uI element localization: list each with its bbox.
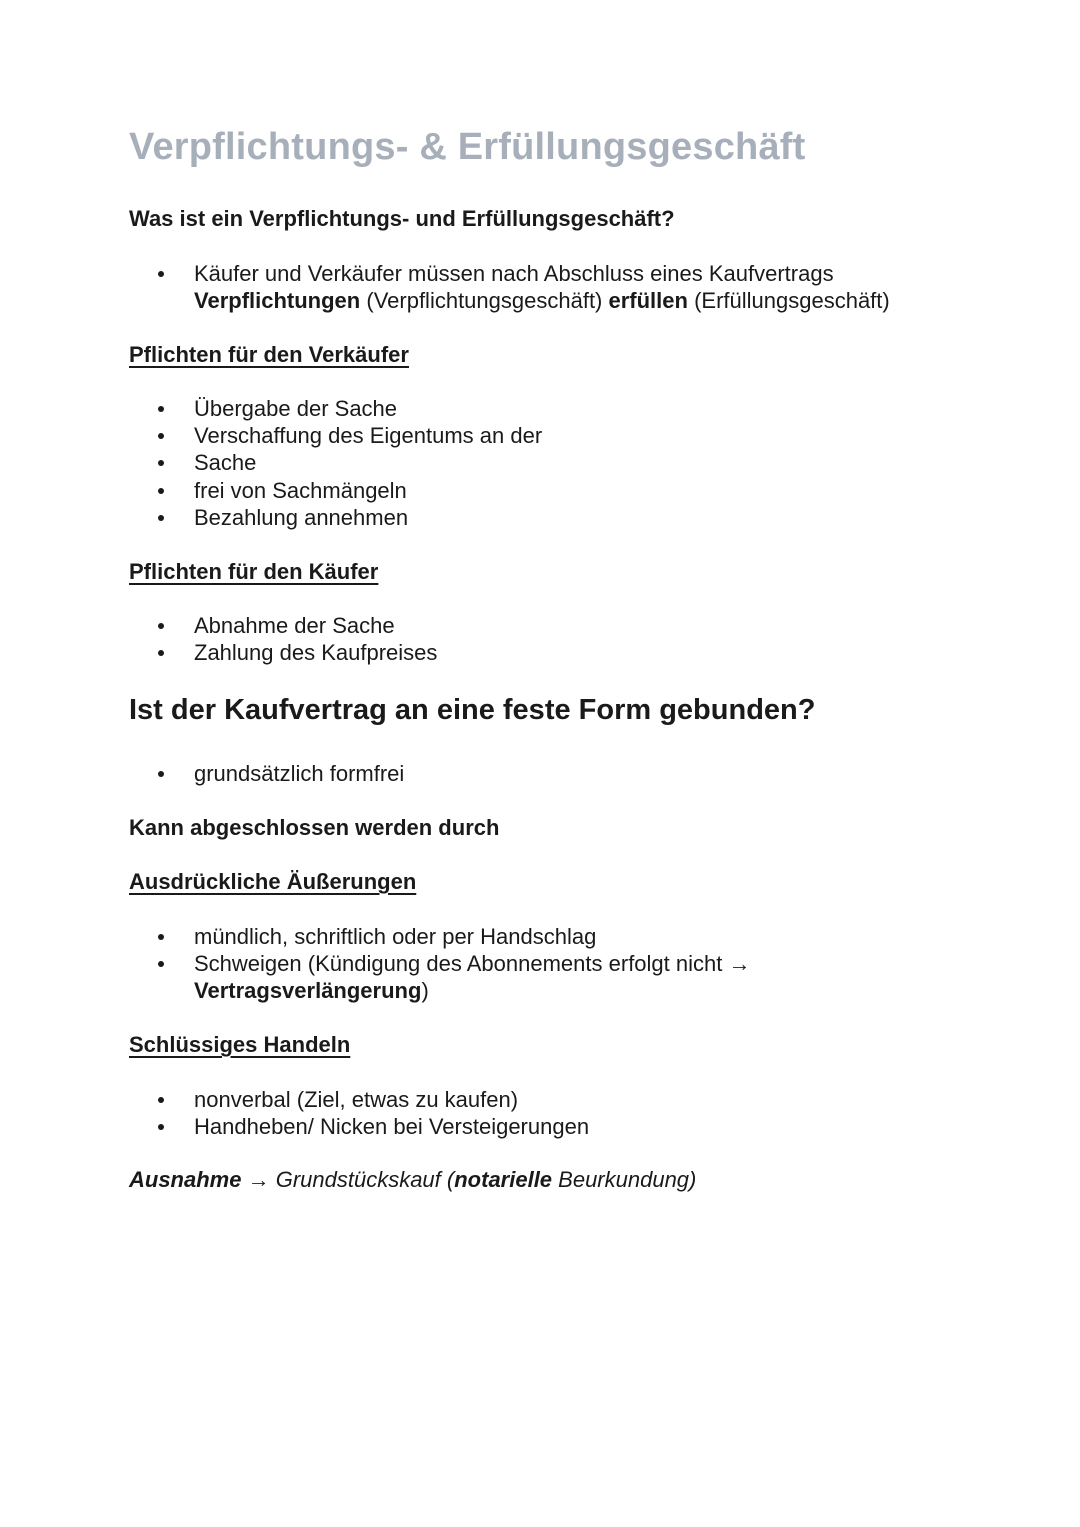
bullet-icon [158, 961, 164, 967]
bullet-icon [158, 433, 164, 439]
list-item-text: nonverbal (Ziel, etwas zu kaufen) [194, 1087, 519, 1112]
section-heading-form: Ist der Kaufvertrag an eine feste Form gebunden? [129, 694, 816, 726]
section-heading-definition: Was ist ein Verpflichtungs- und Erfüllungsgeschäft? [129, 206, 675, 231]
section-heading-implied: Schlüssiges Handeln [129, 1032, 351, 1057]
bold-term: notarielle [454, 1167, 553, 1192]
bullet-icon [158, 1124, 164, 1130]
list-item [194, 477, 542, 504]
bullet-icon [158, 488, 164, 494]
list-item [194, 639, 437, 666]
bullet-icon [158, 460, 164, 466]
section-heading-express: Ausdrückliche Äußerungen [129, 869, 417, 894]
list-item [194, 395, 542, 422]
bullet-icon [158, 623, 164, 629]
list-item-text: Verschaffung des Eigentums an der [194, 423, 543, 449]
list-item-text: frei von Sachmängeln [194, 477, 407, 503]
text-fragment: → Grundstückskauf ( [241, 1167, 455, 1192]
form-list [194, 760, 404, 787]
list-item-text: grundsätzlich formfrei [194, 761, 405, 786]
implied-list [194, 1086, 589, 1140]
list-item-text: Käufer und Verkäufer müssen nach Abschluss eines Kaufvertrags [194, 261, 834, 286]
list-item-text-continued [194, 287, 890, 314]
list-item-text: Handheben/ Nicken bei Versteigerungen [194, 1114, 590, 1140]
list-item-text-continued [194, 977, 750, 1004]
bullet-icon [158, 271, 164, 277]
list-item [194, 504, 542, 531]
page-title: Verpflichtungs- & Erfüllungsgeschäft [129, 126, 806, 168]
list-item [194, 760, 404, 787]
list-item-text: Schweigen (Kündigung des Abonnements erfolgt nicht → [194, 951, 751, 977]
bold-term: Vertragsverlängerung [194, 978, 422, 1004]
section-heading-conclusion: Kann abgeschlossen werden durch [129, 815, 500, 840]
express-list [194, 923, 750, 1005]
list-item [194, 1113, 589, 1140]
bold-term: Verpflichtungen [194, 288, 361, 314]
list-item [194, 422, 542, 449]
text-fragment: (Erfüllungsgeschäft) [687, 288, 890, 314]
bold-term: erfüllen [608, 288, 688, 314]
bullet-icon [158, 934, 164, 940]
bullet-icon [158, 650, 164, 656]
bullet-icon [158, 771, 164, 777]
list-item [194, 449, 542, 476]
bold-term: Ausnahme [129, 1167, 242, 1192]
list-item-text: Zahlung des Kaufpreises [194, 640, 438, 666]
section-heading-seller: Pflichten für den Verkäufer [129, 342, 409, 367]
buyer-duties-list [194, 612, 437, 666]
definition-list [194, 260, 890, 314]
list-item [194, 1086, 589, 1113]
list-item-text: mündlich, schriftlich oder per Handschlag [194, 924, 597, 949]
list-item-text: Übergabe der Sache [194, 396, 398, 421]
list-item [194, 260, 890, 314]
list-item [194, 923, 750, 950]
bullet-icon [158, 1097, 164, 1103]
section-heading-buyer: Pflichten für den Käufer [129, 559, 379, 584]
list-item [194, 612, 437, 639]
list-item [194, 950, 750, 1004]
text-fragment: (Verpflichtungsgeschäft) [360, 288, 609, 314]
text-fragment: Beurkundung) [552, 1167, 697, 1192]
bullet-icon [158, 515, 164, 521]
list-item-text: Abnahme der Sache [194, 613, 395, 638]
exception-note [129, 1167, 696, 1193]
list-item-text: Bezahlung annehmen [194, 504, 409, 530]
seller-duties-list [194, 395, 542, 531]
bullet-icon [158, 406, 164, 412]
list-item-text: Sache [194, 450, 257, 476]
text-fragment: ) [421, 978, 429, 1004]
